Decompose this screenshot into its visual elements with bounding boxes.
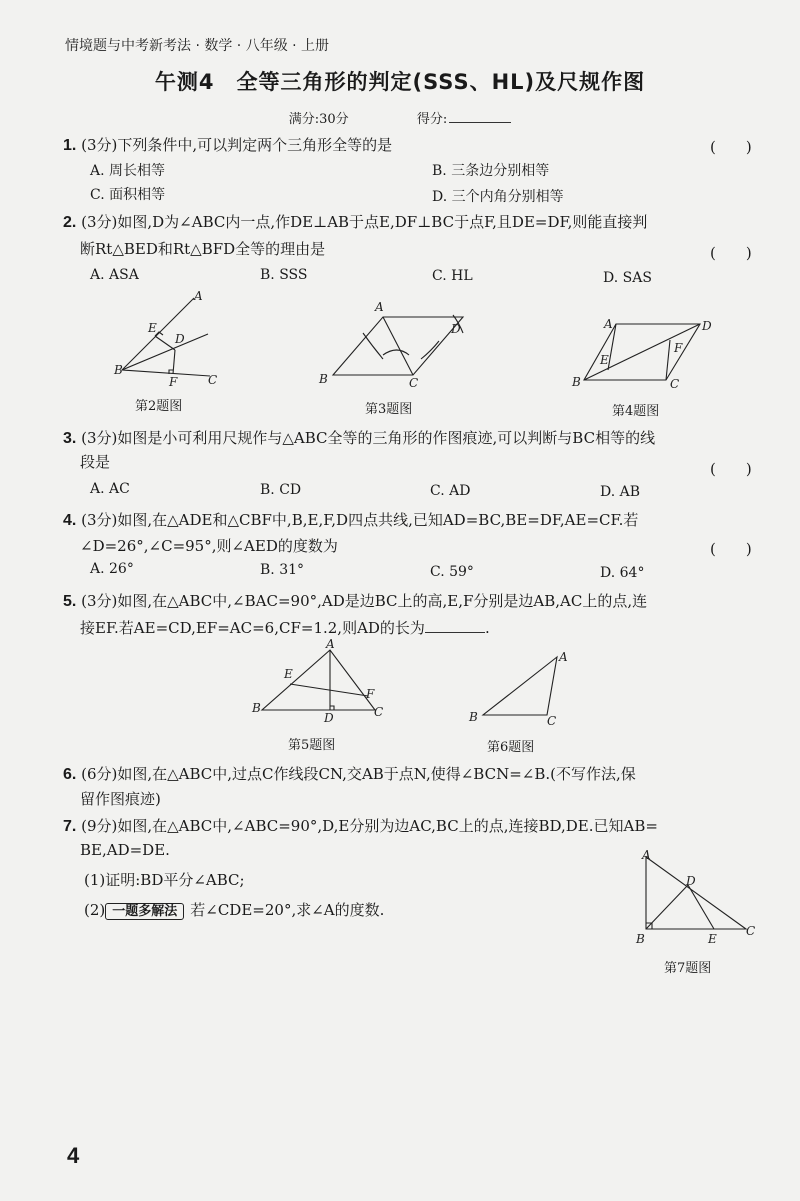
- fig5-label-b: B: [252, 701, 261, 715]
- q3-stem: 3. (3分)如图是小可利用尺规作与△ABC全等的三角形的作图痕迹,可以判断与BC相等的线: [63, 429, 656, 447]
- fig2-label-d: D: [175, 332, 185, 346]
- fig4-label-c: C: [670, 377, 680, 391]
- q2-option-c: C. HL: [432, 268, 473, 284]
- fig2-label-a: A: [194, 289, 203, 303]
- q2-stem-cont: 断Rt△BED和Rt△BFD全等的理由是: [80, 240, 326, 258]
- fig5-label-c: C: [374, 705, 384, 719]
- q3-option-c: C. AD: [430, 483, 471, 499]
- q2-stem: 2. (3分)如图,D为∠ABC内一点,作DE⊥AB于点E,DF⊥BC于点F,且DE=DF,则能直接判: [63, 213, 648, 231]
- fig5-label-d: D: [324, 711, 334, 725]
- q2-answer-paren: ( ): [710, 244, 752, 262]
- q4-option-b: B. 31°: [260, 562, 305, 578]
- running-header: 情境题与中考新考法 · 数学 · 八年级 · 上册: [65, 38, 330, 54]
- fig3-label-b: B: [319, 372, 328, 386]
- q4-option-d: D. 64°: [600, 565, 645, 581]
- q4-answer-paren: ( ): [710, 540, 752, 558]
- figure-2: [110, 288, 230, 388]
- q1-option-b: B. 三条边分别相等: [432, 163, 550, 179]
- score-label: 得分:: [416, 112, 448, 127]
- fig4-label-e: E: [600, 353, 609, 367]
- fig3-label-a: A: [375, 300, 384, 314]
- caption-fig2: 第2题图: [135, 399, 183, 414]
- q2-option-a: A. ASA: [90, 267, 139, 283]
- fig5-label-e: E: [284, 667, 293, 681]
- score-blank: [449, 122, 511, 123]
- score-line: [0, 108, 800, 127]
- fig4-label-b: B: [572, 375, 581, 389]
- caption-fig5: 第5题图: [288, 738, 336, 753]
- q5-stem: 5. (3分)如图,在△ABC中,∠BAC=90°,AD是边BC上的高,E,F分别是边AB,AC上的点,连: [63, 592, 648, 610]
- q7-stem: 7. (9分)如图,在△ABC中,∠ABC=90°,D,E分别为边AC,BC上的点,连接BD,DE.已知AB=: [63, 817, 658, 835]
- fig6-label-b: B: [469, 710, 478, 724]
- fig4-label-a: A: [604, 317, 613, 331]
- q1-answer-paren: ( ): [710, 138, 752, 156]
- q7-part-2: (2) 一题多解法 若∠CDE=20°,求∠A的度数.: [84, 901, 385, 919]
- fig3-label-c: C: [409, 376, 419, 390]
- fig7-label-c: C: [746, 924, 756, 938]
- q5-stem-cont: 接EF.若AE=CD,EF=AC=6,CF=1.2,则AD的长为 .: [80, 619, 490, 637]
- q4-option-c: C. 59°: [430, 564, 474, 580]
- q2-option-d: D. SAS: [603, 270, 652, 286]
- q3-stem-cont: 段是: [80, 453, 111, 471]
- q3-option-d: D. AB: [600, 484, 641, 500]
- q5-answer-blank: [425, 632, 485, 633]
- caption-fig4: 第4题图: [612, 404, 660, 419]
- q4-option-a: A. 26°: [90, 561, 134, 577]
- full-score: 满分:30分: [288, 112, 349, 127]
- caption-fig6: 第6题图: [487, 740, 535, 755]
- q2-option-b: B. SSS: [260, 267, 308, 283]
- caption-fig3: 第3题图: [365, 402, 413, 417]
- q4-stem: 4. (3分)如图,在△ADE和△CBF中,B,E,F,D四点共线,已知AD=BC,BE=DF,AE=CF.若: [63, 511, 639, 529]
- q3-answer-paren: ( ): [710, 460, 752, 478]
- fig4-label-f: F: [674, 341, 683, 355]
- figure-3: [313, 295, 473, 395]
- page-number: 4: [67, 1143, 80, 1168]
- fig4-label-d: D: [702, 319, 712, 333]
- figure-7: [632, 845, 762, 950]
- caption-fig7: 第7题图: [664, 961, 712, 976]
- fig7-label-e: E: [708, 932, 717, 946]
- fig3-label-d: D: [451, 322, 461, 336]
- q4-stem-cont: ∠D=26°,∠C=95°,则∠AED的度数为: [80, 537, 338, 555]
- fig5-label-f: F: [366, 687, 375, 701]
- fig2-label-c: C: [208, 373, 218, 387]
- fig2-label-e: E: [148, 321, 157, 335]
- q3-option-b: B. CD: [260, 482, 302, 498]
- q7-part-1: (1)证明:BD平分∠ABC;: [84, 871, 245, 889]
- q1-stem: 1. (3分)下列条件中,可以判定两个三角形全等的是: [63, 136, 393, 154]
- q1-option-d: D. 三个内角分别相等: [432, 189, 564, 205]
- fig6-label-a: A: [559, 650, 568, 664]
- fig7-label-b: B: [636, 932, 645, 946]
- fig7-label-d: D: [686, 874, 696, 888]
- q1-option-c: C. 面积相等: [90, 187, 166, 203]
- fig7-label-a: A: [642, 848, 651, 862]
- figure-5: [250, 638, 390, 728]
- fig6-label-c: C: [547, 714, 557, 728]
- q3-option-a: A. AC: [90, 481, 130, 497]
- q6-stem: 6. (6分)如图,在△ABC中,过点C作线段CN,交AB于点N,使得∠BCN=∠B.(不写作法,保: [63, 765, 636, 783]
- q1-option-a: A. 周长相等: [90, 163, 166, 179]
- fig2-label-b: B: [114, 363, 123, 377]
- q7-stem-cont: BE,AD=DE.: [80, 841, 170, 859]
- fig5-label-a: A: [326, 638, 335, 651]
- q6-stem-cont: 留作图痕迹): [80, 790, 161, 808]
- page-title: 午测4 全等三角形的判定(SSS、HL)及尺规作图: [154, 70, 646, 94]
- figure-4: [570, 310, 720, 395]
- fig2-label-f: F: [169, 375, 178, 388]
- figure-6: [465, 645, 580, 730]
- multi-solution-tag: 一题多解法: [105, 903, 184, 920]
